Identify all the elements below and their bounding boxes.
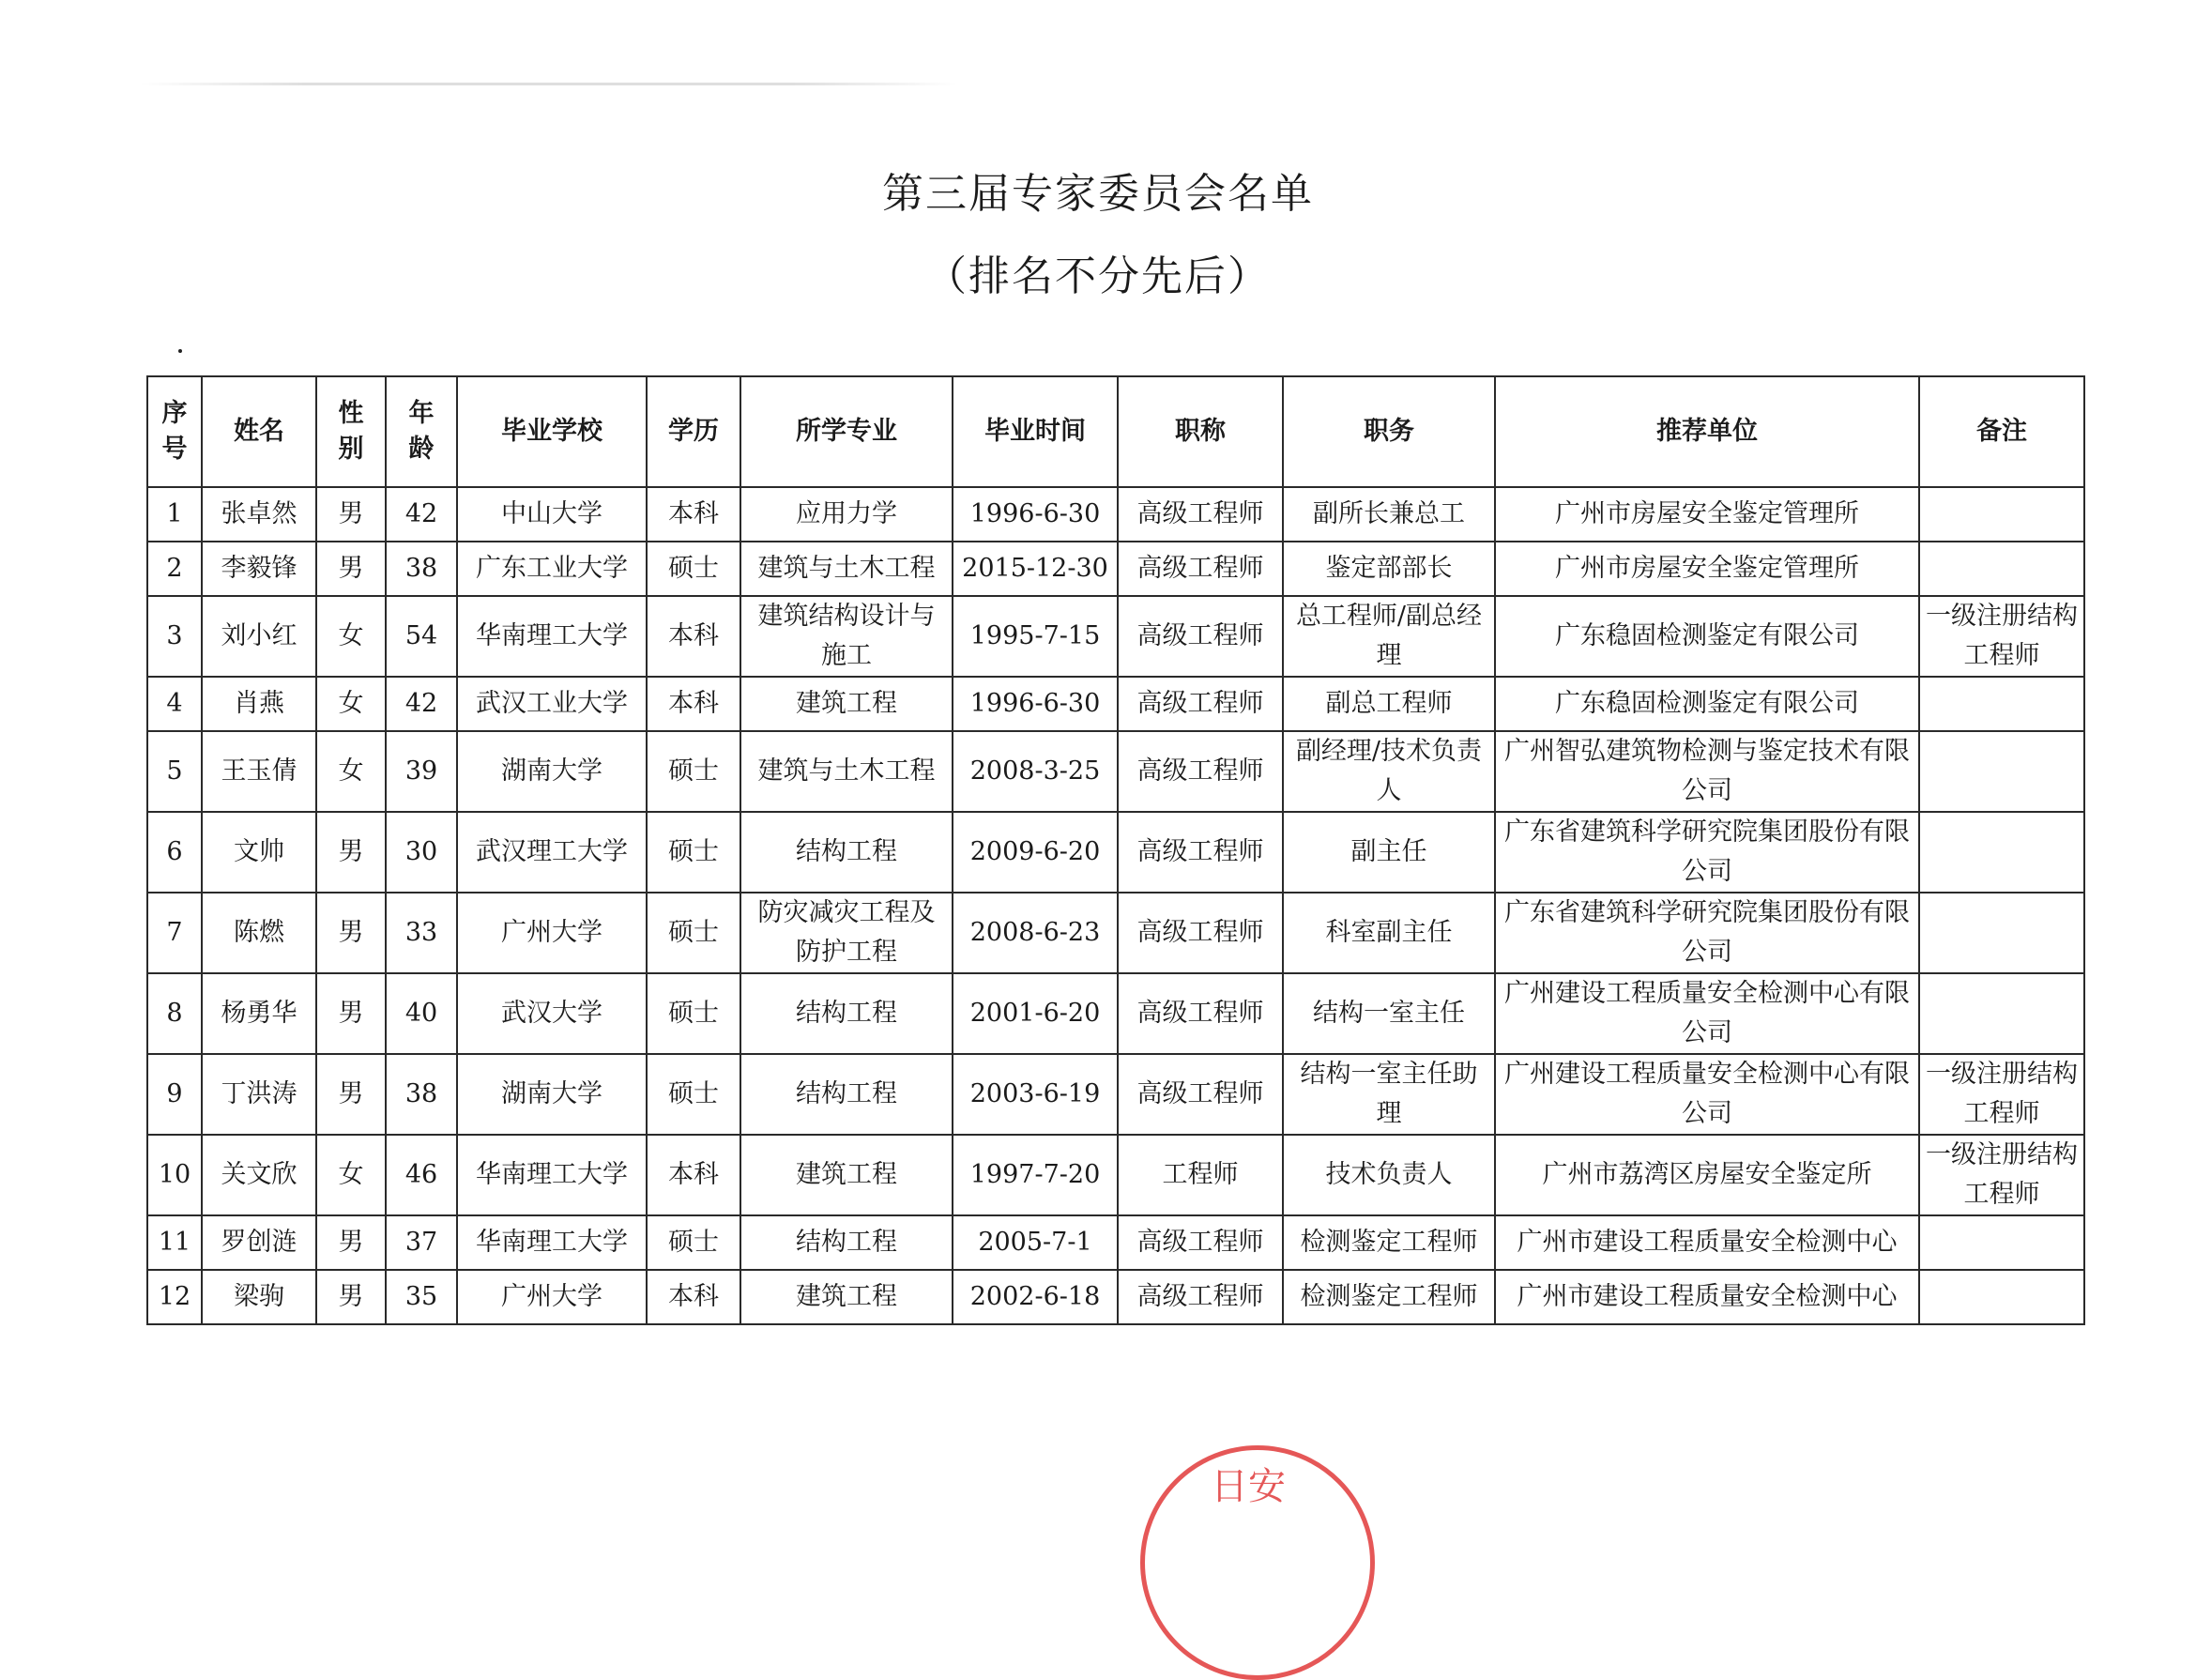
table-cell: 2 bbox=[147, 542, 202, 596]
table-cell: 关文欣 bbox=[202, 1135, 316, 1215]
table-cell: 女 bbox=[316, 1135, 386, 1215]
table-cell bbox=[1919, 812, 2084, 893]
table-row bbox=[147, 487, 2084, 542]
table-cell: 2003-6-19 bbox=[953, 1054, 1118, 1135]
table-cell: 技术负责人 bbox=[1283, 1135, 1495, 1215]
table-cell: 副所长兼总工 bbox=[1283, 487, 1495, 542]
table-cell: 广州市荔湾区房屋安全鉴定所 bbox=[1495, 1135, 1919, 1215]
table-cell: 7 bbox=[147, 893, 202, 973]
table-cell: 高级工程师 bbox=[1118, 542, 1283, 596]
table-cell: 建筑工程 bbox=[740, 1270, 953, 1324]
column-header: 年龄 bbox=[386, 376, 457, 487]
table-row bbox=[147, 973, 2084, 1054]
table-cell: 男 bbox=[316, 1215, 386, 1270]
table-cell: 35 bbox=[386, 1270, 457, 1324]
table-row bbox=[147, 893, 2084, 973]
table-cell: 2008-3-25 bbox=[953, 731, 1118, 812]
table-cell bbox=[1919, 677, 2084, 731]
table-cell: 武汉理工大学 bbox=[457, 812, 647, 893]
table-header-row bbox=[147, 376, 2084, 487]
column-header: 姓名 bbox=[202, 376, 316, 487]
table-cell: 结构一室主任 bbox=[1283, 973, 1495, 1054]
table-row bbox=[147, 1215, 2084, 1270]
table-cell: 高级工程师 bbox=[1118, 893, 1283, 973]
table-cell: 高级工程师 bbox=[1118, 731, 1283, 812]
table-cell: 建筑工程 bbox=[740, 1135, 953, 1215]
table-cell: 科室副主任 bbox=[1283, 893, 1495, 973]
table-cell: 本科 bbox=[647, 596, 740, 677]
table-cell bbox=[1919, 487, 2084, 542]
table-cell: 广州市房屋安全鉴定管理所 bbox=[1495, 542, 1919, 596]
table-cell: 本科 bbox=[647, 1270, 740, 1324]
table-cell: 42 bbox=[386, 677, 457, 731]
table-cell: 湖南大学 bbox=[457, 1054, 647, 1135]
table-cell: 建筑结构设计与施工 bbox=[740, 596, 953, 677]
table-cell: 硕士 bbox=[647, 973, 740, 1054]
table-cell: 男 bbox=[316, 542, 386, 596]
table-cell: 广州大学 bbox=[457, 1270, 647, 1324]
column-header: 职务 bbox=[1283, 376, 1495, 487]
table-cell: 1996-6-30 bbox=[953, 487, 1118, 542]
table-cell: 副总工程师 bbox=[1283, 677, 1495, 731]
table-cell: 武汉大学 bbox=[457, 973, 647, 1054]
table-cell: 高级工程师 bbox=[1118, 812, 1283, 893]
table-cell: 广东省建筑科学研究院集团股份有限公司 bbox=[1495, 812, 1919, 893]
table-cell: 硕士 bbox=[647, 542, 740, 596]
table-cell: 54 bbox=[386, 596, 457, 677]
table-row bbox=[147, 542, 2084, 596]
table-cell: 女 bbox=[316, 596, 386, 677]
table-cell: 一级注册结构工程师 bbox=[1919, 1054, 2084, 1135]
scan-dot bbox=[178, 349, 182, 353]
table-cell: 张卓然 bbox=[202, 487, 316, 542]
table-cell: 检测鉴定工程师 bbox=[1283, 1215, 1495, 1270]
table-cell: 高级工程师 bbox=[1118, 1215, 1283, 1270]
table-cell bbox=[1919, 1215, 2084, 1270]
table-cell: 12 bbox=[147, 1270, 202, 1324]
table-cell: 高级工程师 bbox=[1118, 1054, 1283, 1135]
official-seal-text: 日安 bbox=[1211, 1465, 1286, 1508]
table-cell: 本科 bbox=[647, 677, 740, 731]
table-cell: 检测鉴定工程师 bbox=[1283, 1270, 1495, 1324]
table-cell: 硕士 bbox=[647, 731, 740, 812]
table-cell: 防灾减灾工程及防护工程 bbox=[740, 893, 953, 973]
table-cell: 2005-7-1 bbox=[953, 1215, 1118, 1270]
table-cell: 30 bbox=[386, 812, 457, 893]
table-cell: 高级工程师 bbox=[1118, 1270, 1283, 1324]
document-subtitle: （排名不分先后） bbox=[925, 252, 1271, 300]
table-cell: 高级工程师 bbox=[1118, 487, 1283, 542]
table-cell: 高级工程师 bbox=[1118, 677, 1283, 731]
column-header: 学历 bbox=[647, 376, 740, 487]
table-cell: 33 bbox=[386, 893, 457, 973]
table-cell: 中山大学 bbox=[457, 487, 647, 542]
table-cell: 女 bbox=[316, 731, 386, 812]
table-cell: 广州市建设工程质量安全检测中心 bbox=[1495, 1215, 1919, 1270]
table-cell: 2009-6-20 bbox=[953, 812, 1118, 893]
table-cell: 2008-6-23 bbox=[953, 893, 1118, 973]
table-cell: 广东稳固检测鉴定有限公司 bbox=[1495, 677, 1919, 731]
table-cell: 46 bbox=[386, 1135, 457, 1215]
expert-table-container bbox=[146, 375, 2083, 1325]
table-cell: 刘小红 bbox=[202, 596, 316, 677]
table-cell: 9 bbox=[147, 1054, 202, 1135]
table-row bbox=[147, 812, 2084, 893]
table-cell: 结构工程 bbox=[740, 1054, 953, 1135]
table-cell: 文帅 bbox=[202, 812, 316, 893]
column-header: 所学专业 bbox=[740, 376, 953, 487]
scan-artifact-line bbox=[141, 83, 957, 85]
table-cell: 硕士 bbox=[647, 1054, 740, 1135]
table-cell: 男 bbox=[316, 1270, 386, 1324]
table-cell: 武汉工业大学 bbox=[457, 677, 647, 731]
table-cell: 广东稳固检测鉴定有限公司 bbox=[1495, 596, 1919, 677]
table-cell: 男 bbox=[316, 1054, 386, 1135]
table-row bbox=[147, 731, 2084, 812]
table-cell: 1997-7-20 bbox=[953, 1135, 1118, 1215]
table-cell: 一级注册结构工程师 bbox=[1919, 596, 2084, 677]
table-row bbox=[147, 1135, 2084, 1215]
table-cell: 广州市建设工程质量安全检测中心 bbox=[1495, 1270, 1919, 1324]
table-row bbox=[147, 596, 2084, 677]
table-cell: 4 bbox=[147, 677, 202, 731]
table-cell: 38 bbox=[386, 1054, 457, 1135]
table-cell: 高级工程师 bbox=[1118, 596, 1283, 677]
table-cell: 本科 bbox=[647, 1135, 740, 1215]
table-cell: 副经理/技术负责人 bbox=[1283, 731, 1495, 812]
table-cell: 2002-6-18 bbox=[953, 1270, 1118, 1324]
table-row bbox=[147, 677, 2084, 731]
table-cell: 建筑与土木工程 bbox=[740, 542, 953, 596]
table-cell: 丁洪涛 bbox=[202, 1054, 316, 1135]
expert-committee-table bbox=[146, 375, 2085, 1325]
table-cell: 杨勇华 bbox=[202, 973, 316, 1054]
table-cell: 华南理工大学 bbox=[457, 1215, 647, 1270]
column-header: 毕业时间 bbox=[953, 376, 1118, 487]
table-cell: 本科 bbox=[647, 487, 740, 542]
table-cell: 结构工程 bbox=[740, 812, 953, 893]
table-cell: 42 bbox=[386, 487, 457, 542]
table-cell: 广州智弘建筑物检测与鉴定技术有限公司 bbox=[1495, 731, 1919, 812]
table-cell: 1995-7-15 bbox=[953, 596, 1118, 677]
table-cell: 结构工程 bbox=[740, 973, 953, 1054]
table-cell bbox=[1919, 973, 2084, 1054]
table-cell: 2015-12-30 bbox=[953, 542, 1118, 596]
column-header: 毕业学校 bbox=[457, 376, 647, 487]
table-cell: 11 bbox=[147, 1215, 202, 1270]
table-cell: 结构一室主任助理 bbox=[1283, 1054, 1495, 1135]
table-row bbox=[147, 1054, 2084, 1135]
table-cell: 副主任 bbox=[1283, 812, 1495, 893]
table-cell: 40 bbox=[386, 973, 457, 1054]
table-cell: 罗创涟 bbox=[202, 1215, 316, 1270]
table-cell: 3 bbox=[147, 596, 202, 677]
column-header: 备注 bbox=[1919, 376, 2084, 487]
table-cell: 10 bbox=[147, 1135, 202, 1215]
column-header: 推荐单位 bbox=[1495, 376, 1919, 487]
table-cell bbox=[1919, 1270, 2084, 1324]
table-cell: 广州建设工程质量安全检测中心有限公司 bbox=[1495, 1054, 1919, 1135]
table-cell: 肖燕 bbox=[202, 677, 316, 731]
table-cell: 37 bbox=[386, 1215, 457, 1270]
table-cell: 工程师 bbox=[1118, 1135, 1283, 1215]
document-title: 第三届专家委员会名单 bbox=[882, 170, 1314, 218]
table-cell: 陈燃 bbox=[202, 893, 316, 973]
table-cell: 39 bbox=[386, 731, 457, 812]
table-row bbox=[147, 1270, 2084, 1324]
table-cell: 梁驹 bbox=[202, 1270, 316, 1324]
table-cell: 李毅锋 bbox=[202, 542, 316, 596]
table-cell: 硕士 bbox=[647, 1215, 740, 1270]
table-cell: 应用力学 bbox=[740, 487, 953, 542]
table-cell: 王玉倩 bbox=[202, 731, 316, 812]
column-header: 职称 bbox=[1118, 376, 1283, 487]
column-header: 序号 bbox=[147, 376, 202, 487]
table-cell: 硕士 bbox=[647, 893, 740, 973]
table-cell: 男 bbox=[316, 487, 386, 542]
table-cell: 结构工程 bbox=[740, 1215, 953, 1270]
table-cell: 建筑与土木工程 bbox=[740, 731, 953, 812]
table-cell: 湖南大学 bbox=[457, 731, 647, 812]
table-cell bbox=[1919, 731, 2084, 812]
table-cell: 广州市房屋安全鉴定管理所 bbox=[1495, 487, 1919, 542]
table-body bbox=[147, 487, 2084, 1324]
table-cell: 5 bbox=[147, 731, 202, 812]
table-cell: 男 bbox=[316, 812, 386, 893]
table-cell: 高级工程师 bbox=[1118, 973, 1283, 1054]
table-cell: 女 bbox=[316, 677, 386, 731]
table-cell: 一级注册结构工程师 bbox=[1919, 1135, 2084, 1215]
table-cell: 6 bbox=[147, 812, 202, 893]
table-cell: 总工程师/副总经理 bbox=[1283, 596, 1495, 677]
table-cell: 男 bbox=[316, 973, 386, 1054]
table-cell: 广州建设工程质量安全检测中心有限公司 bbox=[1495, 973, 1919, 1054]
table-cell: 华南理工大学 bbox=[457, 1135, 647, 1215]
table-cell: 38 bbox=[386, 542, 457, 596]
table-cell: 建筑工程 bbox=[740, 677, 953, 731]
table-cell bbox=[1919, 542, 2084, 596]
table-cell: 鉴定部部长 bbox=[1283, 542, 1495, 596]
table-cell bbox=[1919, 893, 2084, 973]
table-cell: 1 bbox=[147, 487, 202, 542]
table-cell: 8 bbox=[147, 973, 202, 1054]
column-header: 性别 bbox=[316, 376, 386, 487]
table-cell: 华南理工大学 bbox=[457, 596, 647, 677]
table-cell: 2001-6-20 bbox=[953, 973, 1118, 1054]
table-cell: 硕士 bbox=[647, 812, 740, 893]
table-cell: 1996-6-30 bbox=[953, 677, 1118, 731]
table-cell: 男 bbox=[316, 893, 386, 973]
table-cell: 广东省建筑科学研究院集团股份有限公司 bbox=[1495, 893, 1919, 973]
table-cell: 广东工业大学 bbox=[457, 542, 647, 596]
table-cell: 广州大学 bbox=[457, 893, 647, 973]
